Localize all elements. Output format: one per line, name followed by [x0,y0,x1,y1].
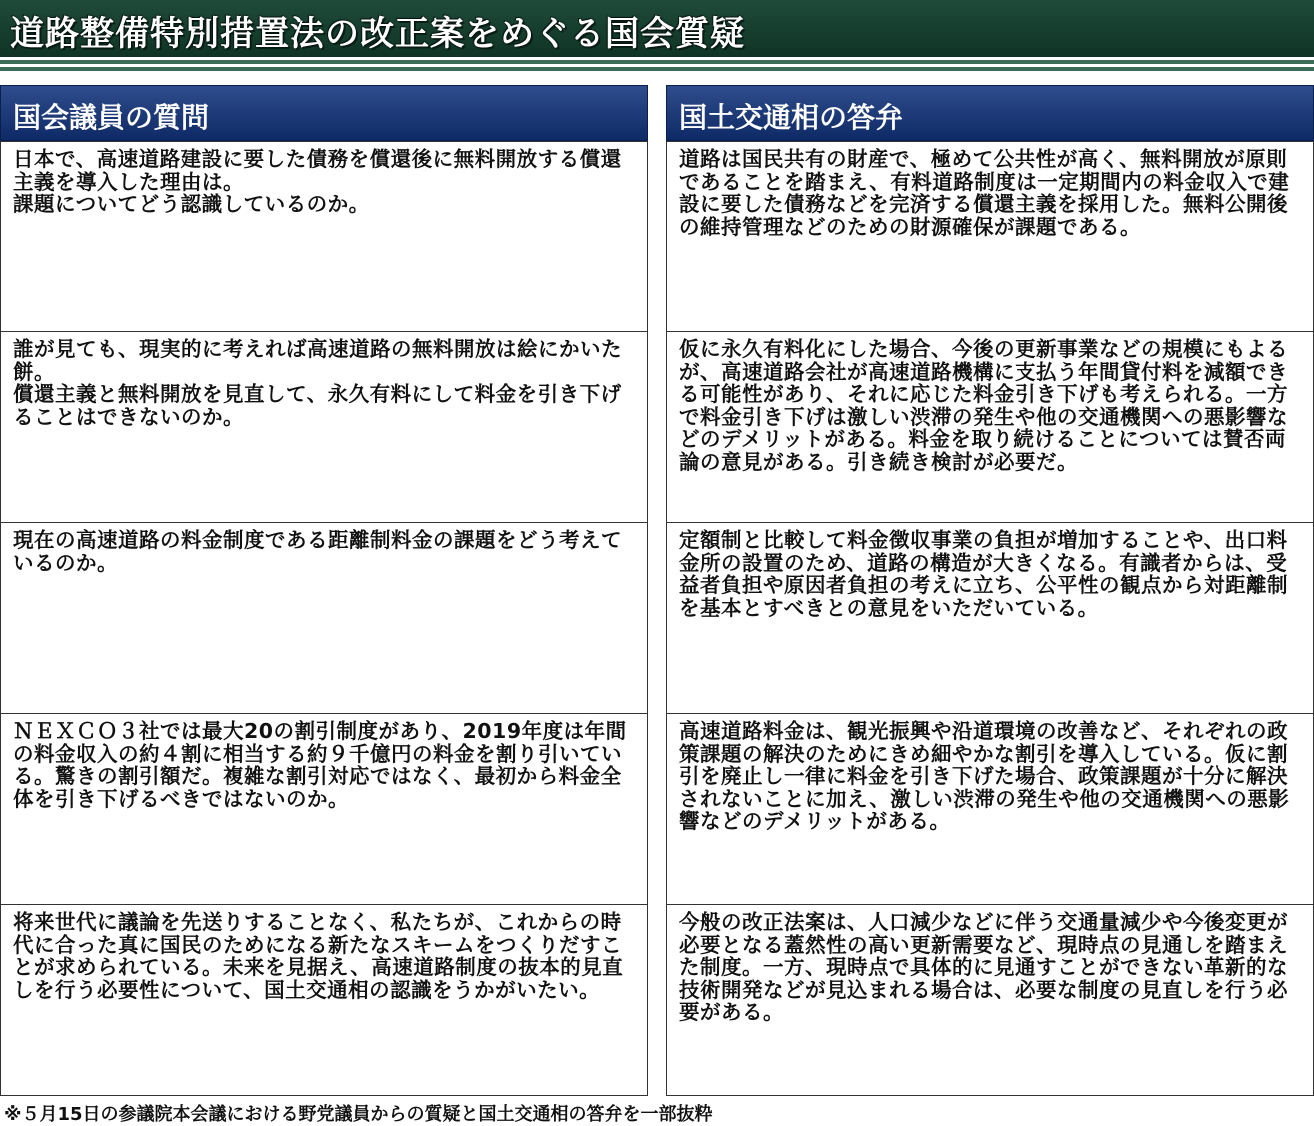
answers-header [666,85,1314,141]
question-cell-3: 現在の高速道路の料金制度である距離制料金の課題をどう考えているのか。 [0,523,648,714]
footnote: ※５月15日の参議院本会議における野党議員からの質疑と国土交通相の答弁を一部抜粋 [4,1104,713,1125]
answer-cell-2: 仮に永久有料化にした場合、今後の更新事業などの規模にもよるが、高速道路会社が高速道路機構に支払う年間貸付料を減額できる可能性があり、それに応じた料金引き下げも考えられる。一方で料金引き下げは激しい渋滞の発生や他の交通機関への悪影響などのデメリットがある。料金を取り続けることについては賛否両論の意見がある。引き続き検討が必要だ。 [666,332,1314,523]
question-cell-2: 誰が見ても、現実的に考えれば高速道路の無料開放は絵にかいた餅。 償還主義と無料開放を見直して、永久有料にして料金を引き下げることはできないのか。 [0,332,648,523]
answer-cell-3: 定額制と比較して料金徴収事業の負担が増加することや、出口料金所の設置のため、道路の構造が大きくなる。有識者からは、受益者負担や原因者負担の考えに立ち、公平性の観点から対距離制を基本とすべきとの意見をいただいている。 [666,523,1314,714]
title-bar [0,0,1314,57]
answer-cell-1: 道路は国民共有の財産で、極めて公共性が高く、無料開放が原則であることを踏まえ、有料道路制度は一定期間内の料金収入で建設に要した債務などを完済する償還主義を採用した。無料公開後の維持管理などのための財源確保が課題である。 [666,141,1314,332]
questions-header [0,85,648,141]
answer-cell-5: 今般の改正法案は、人口減少などに伴う交通量減少や今後変更が必要となる蓋然性の高い更新需要など、現時点の見通しを踏まえた制度。一方、現時点で具体的に見通すことができない革新的な技術開発などが見込まれる場合は、必要な制度の見直しを行う必要がある。 [666,905,1314,1096]
answers-header-label: 国土交通相の答弁 [679,101,904,134]
answers-column [666,85,1314,1096]
questions-header-label: 国会議員の質問 [13,101,210,134]
question-cell-4: ＮＥＸＣＯ３社では最大20の割引制度があり、2019年度は年間の料金収入の約４割に相当する約９千億円の料金を割り引いている。驚きの割引額だ。複雑な割引対応ではなく、最初から料金全体を引き下げるべきではないのか。 [0,714,648,905]
question-cell-1: 日本で、高速道路建設に要した債務を償還後に無料開放する償還主義を導入した理由は。 課題についてどう認識しているのか。 [0,141,648,332]
title-stripes [0,57,1314,77]
answer-cell-4: 高速道路料金は、観光振興や沿道環境の改善など、それぞれの政策課題の解決のためにきめ細やかな割引を導入している。仮に割引を廃止し一律に料金を引き下げた場合、政策課題が十分に解決されないことに加え、激しい渋滞の発生や他の交通機関への悪影響などのデメリットがある。 [666,714,1314,905]
question-cell-5: 将来世代に議論を先送りすることなく、私たちが、これからの時代に合った真に国民のためになる新たなスキームをつくりだすことが求められている。未来を見据え、高速道路制度の抜本的見直しを行う必要性について、国土交通相の認識をうかがいたい。 [0,905,648,1096]
page-title: 道路整備特別措置法の改正案をめぐる国会質疑 [10,14,745,54]
questions-column [0,85,648,1096]
